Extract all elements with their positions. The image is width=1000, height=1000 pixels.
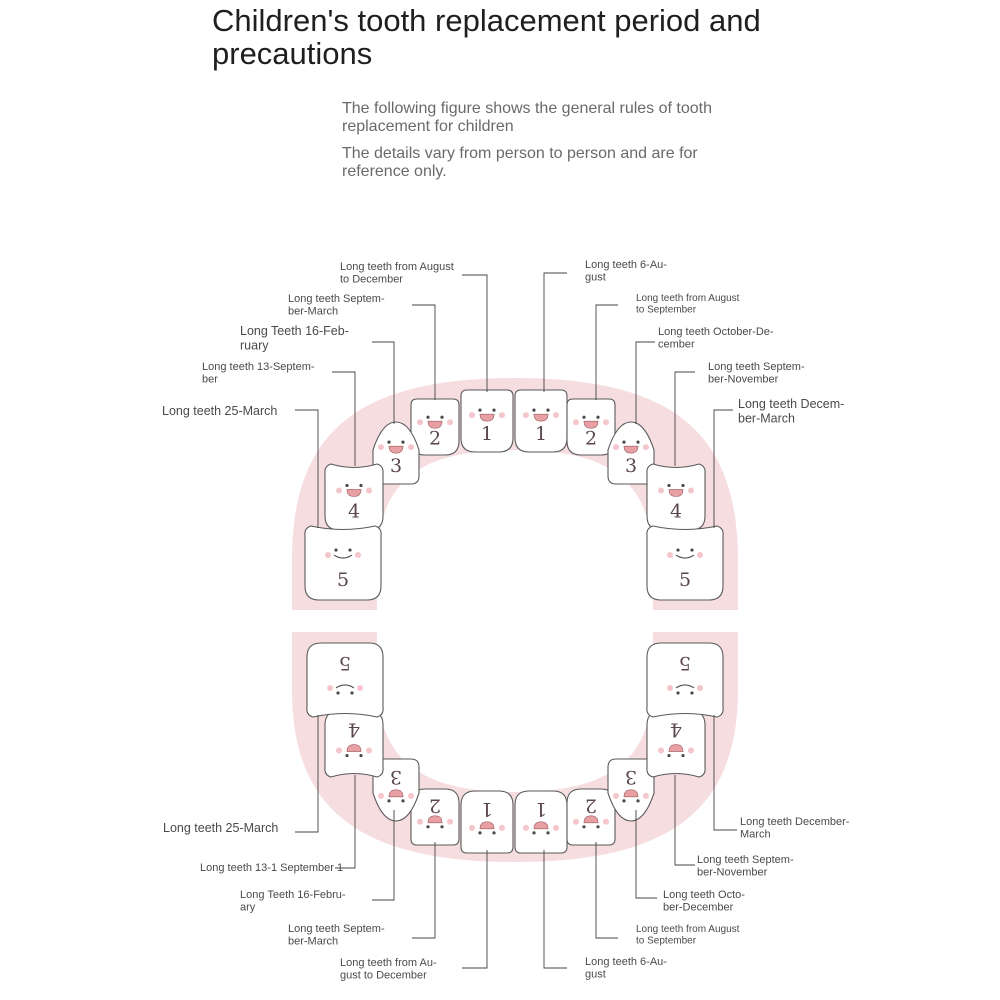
tooth-cheek — [499, 412, 505, 418]
tooth-number: 5 — [338, 652, 352, 675]
lower-right-tooth-2 — [567, 789, 615, 845]
tooth-cheek — [447, 419, 453, 425]
upper-right-label-5: Long teeth Decem-ber-March — [738, 397, 845, 426]
lower-left-label-5: Long teeth from Au-gust to December — [340, 957, 437, 982]
upper-right-leader-1 — [544, 273, 567, 392]
lower-right-tooth-1 — [515, 791, 567, 853]
lower-right-label-4: Long teeth from August to September — [636, 924, 740, 947]
tooth-eye — [582, 825, 585, 828]
tooth-cheek — [327, 685, 333, 691]
tooth-cheek — [688, 487, 694, 493]
tooth-cheek — [553, 412, 559, 418]
tooth-cheek — [355, 552, 361, 558]
tooth-cheek — [688, 748, 694, 754]
tooth-mouth — [624, 446, 638, 453]
tooth-cheek — [417, 419, 423, 425]
tooth-eye — [426, 825, 429, 828]
tooth-mouth — [534, 414, 548, 421]
tooth-number: 5 — [336, 568, 350, 591]
tooth-cheek — [469, 825, 475, 831]
tooth-eye — [359, 754, 362, 757]
tooth-number: 2 — [584, 794, 598, 817]
tooth-cheek — [499, 825, 505, 831]
tooth-cheek — [573, 419, 579, 425]
upper-left-label-3: Long Teeth 16-Feb-ruary — [240, 324, 349, 353]
tooth-cheek — [603, 819, 609, 825]
tooth-mouth — [347, 745, 361, 752]
upper-left-label-1: Long teeth from August to December — [340, 261, 454, 286]
tooth-cheek — [378, 444, 384, 450]
lower-left-label-1: Long teeth 25-March — [163, 821, 279, 835]
upper-left-tooth-5 — [305, 526, 381, 600]
lower-right-leader-4 — [596, 842, 618, 938]
tooth-cheek — [408, 444, 414, 450]
tooth-mouth — [389, 446, 403, 453]
tooth-eye — [690, 691, 693, 694]
tooth-cheek — [366, 487, 372, 493]
tooth-number: 3 — [624, 765, 638, 788]
upper-left-tooth-4 — [325, 464, 383, 530]
tooth-eye — [345, 484, 348, 487]
tooth-mouth — [624, 790, 638, 797]
tooth-eye — [478, 409, 481, 412]
tooth-cheek — [697, 552, 703, 558]
tooth-cheek — [643, 793, 649, 799]
tooth-eye — [492, 409, 495, 412]
tooth-eye — [546, 831, 549, 834]
lower-right-tooth-5 — [647, 643, 723, 717]
tooth-mouth — [534, 822, 548, 829]
lower-left-label-3: Long Teeth 16-Febru-ary — [240, 889, 346, 914]
upper-left-tooth-1 — [461, 390, 513, 452]
tooth-number: 3 — [624, 455, 638, 478]
tooth-number: 4 — [669, 500, 683, 523]
tooth-number: 3 — [389, 455, 403, 478]
lower-left-tooth-1 — [461, 791, 513, 853]
lower-left-tooth-2 — [411, 789, 459, 845]
tooth-eye — [478, 831, 481, 834]
upper-right-tooth-1 — [515, 390, 567, 452]
tooth-eye — [636, 799, 639, 802]
tooth-eye — [676, 691, 679, 694]
tooth-eye — [667, 484, 670, 487]
tooth-eye — [345, 754, 348, 757]
lower-right-tooth-4 — [647, 711, 705, 777]
labels-group — [162, 259, 850, 982]
lower-left-leader-4 — [412, 842, 435, 938]
intro-text-disclaimer: The details vary from person to person and are for reference only. — [342, 145, 698, 180]
tooth-cheek — [523, 412, 529, 418]
upper-right-tooth-4 — [647, 464, 705, 530]
tooth-cheek — [658, 487, 664, 493]
tooth-cheek — [417, 819, 423, 825]
tooth-mouth — [669, 745, 683, 752]
tooth-eye — [348, 548, 351, 551]
tooth-number: 1 — [534, 423, 548, 446]
tooth-eye — [336, 691, 339, 694]
tooth-number: 2 — [428, 427, 442, 450]
tooth-cheek — [643, 444, 649, 450]
tooth-eye — [622, 441, 625, 444]
lower-left-tooth-5 — [307, 643, 383, 717]
tooth-number: 3 — [389, 765, 403, 788]
lower-left-tooth-4 — [325, 711, 383, 777]
tooth-eye — [667, 754, 670, 757]
upper-left-label-5: Long teeth 25-March — [162, 404, 278, 418]
tooth-eye — [636, 441, 639, 444]
tooth-eye — [426, 416, 429, 419]
upper-right-label-4: Long teeth Septem-ber-November — [708, 361, 805, 386]
tooth-cheek — [447, 819, 453, 825]
lower-right-label-2: Long teeth Septem-ber-November — [697, 854, 794, 879]
tooth-cheek — [357, 685, 363, 691]
lower-right-label-1: Long teeth December-March — [740, 816, 850, 841]
tooth-eye — [676, 548, 679, 551]
tooth-number: 2 — [584, 427, 598, 450]
lower-left-label-2: Long teeth 13-1 September 1 — [200, 862, 344, 874]
tooth-number: 4 — [669, 718, 683, 741]
upper-right-label-1: Long teeth 6-Au-gust — [585, 259, 667, 284]
leader-lines — [295, 273, 737, 968]
tooth-eye — [401, 799, 404, 802]
tooth-eye — [387, 441, 390, 444]
tooth-eye — [334, 548, 337, 551]
tooth-eye — [532, 409, 535, 412]
upper-left-label-4: Long teeth 13-Septem-ber — [202, 361, 315, 386]
page-title: Children's tooth replacement period and precautions — [212, 3, 761, 71]
tooth-number: 1 — [480, 423, 494, 446]
tooth-eye — [681, 484, 684, 487]
tooth-eye — [532, 831, 535, 834]
tooth-eye — [681, 754, 684, 757]
tooth-cheek — [613, 444, 619, 450]
tooth-cheek — [336, 748, 342, 754]
tooth-number: 5 — [678, 568, 692, 591]
tooth-eye — [582, 416, 585, 419]
tooth-cheek — [325, 552, 331, 558]
lower-right-label-5: Long teeth 6-Au-gust — [585, 956, 667, 981]
tooth-cheek — [366, 748, 372, 754]
upper-right-label-3: Long teeth October-De-cember — [658, 326, 774, 351]
tooth-eye — [387, 799, 390, 802]
tooth-number: 2 — [428, 794, 442, 817]
tooth-cheek — [378, 793, 384, 799]
tooth-cheek — [573, 819, 579, 825]
tooth-mouth — [480, 822, 494, 829]
upper-right-tooth-2 — [567, 399, 615, 455]
tooth-cheek — [553, 825, 559, 831]
lower-left-leader-5 — [462, 850, 487, 968]
tooth-cheek — [613, 793, 619, 799]
upper-right-label-2: Long teeth from August to September — [636, 293, 740, 316]
tooth-number: 4 — [347, 500, 361, 523]
tooth-cheek — [603, 419, 609, 425]
lower-right-leader-5 — [544, 850, 567, 968]
tooth-eye — [440, 416, 443, 419]
lower-left-label-4: Long teeth Septem-ber-March — [288, 923, 385, 948]
tooth-cheek — [408, 793, 414, 799]
tooth-cheek — [336, 487, 342, 493]
tooth-cheek — [523, 825, 529, 831]
upper-left-leader-1 — [462, 275, 487, 392]
tooth-eye — [546, 409, 549, 412]
tooth-eye — [596, 825, 599, 828]
intro-text-rules: The following figure shows the general rules of tooth replacement for children — [342, 100, 712, 135]
tooth-eye — [350, 691, 353, 694]
tooth-eye — [401, 441, 404, 444]
tooth-eye — [492, 831, 495, 834]
tooth-number: 4 — [347, 718, 361, 741]
tooth-mouth — [669, 489, 683, 496]
tooth-cheek — [697, 685, 703, 691]
upper-right-tooth-5 — [647, 526, 723, 600]
tooth-mouth — [347, 489, 361, 496]
tooth-eye — [622, 799, 625, 802]
tooth-number: 1 — [534, 797, 548, 820]
tooth-cheek — [667, 685, 673, 691]
tooth-mouth — [480, 414, 494, 421]
tooth-number: 1 — [480, 797, 494, 820]
tooth-cheek — [667, 552, 673, 558]
tooth-number: 5 — [678, 652, 692, 675]
tooth-cheek — [658, 748, 664, 754]
tooth-mouth — [389, 790, 403, 797]
tooth-cheek — [469, 412, 475, 418]
tooth-eye — [359, 484, 362, 487]
tooth-eye — [596, 416, 599, 419]
tooth-eye — [690, 548, 693, 551]
upper-left-label-2: Long teeth Septem-ber-March — [288, 293, 385, 318]
gum-arches — [292, 378, 738, 862]
tooth-eye — [440, 825, 443, 828]
lower-right-label-3: Long teeth Octo-ber-December — [663, 889, 745, 914]
